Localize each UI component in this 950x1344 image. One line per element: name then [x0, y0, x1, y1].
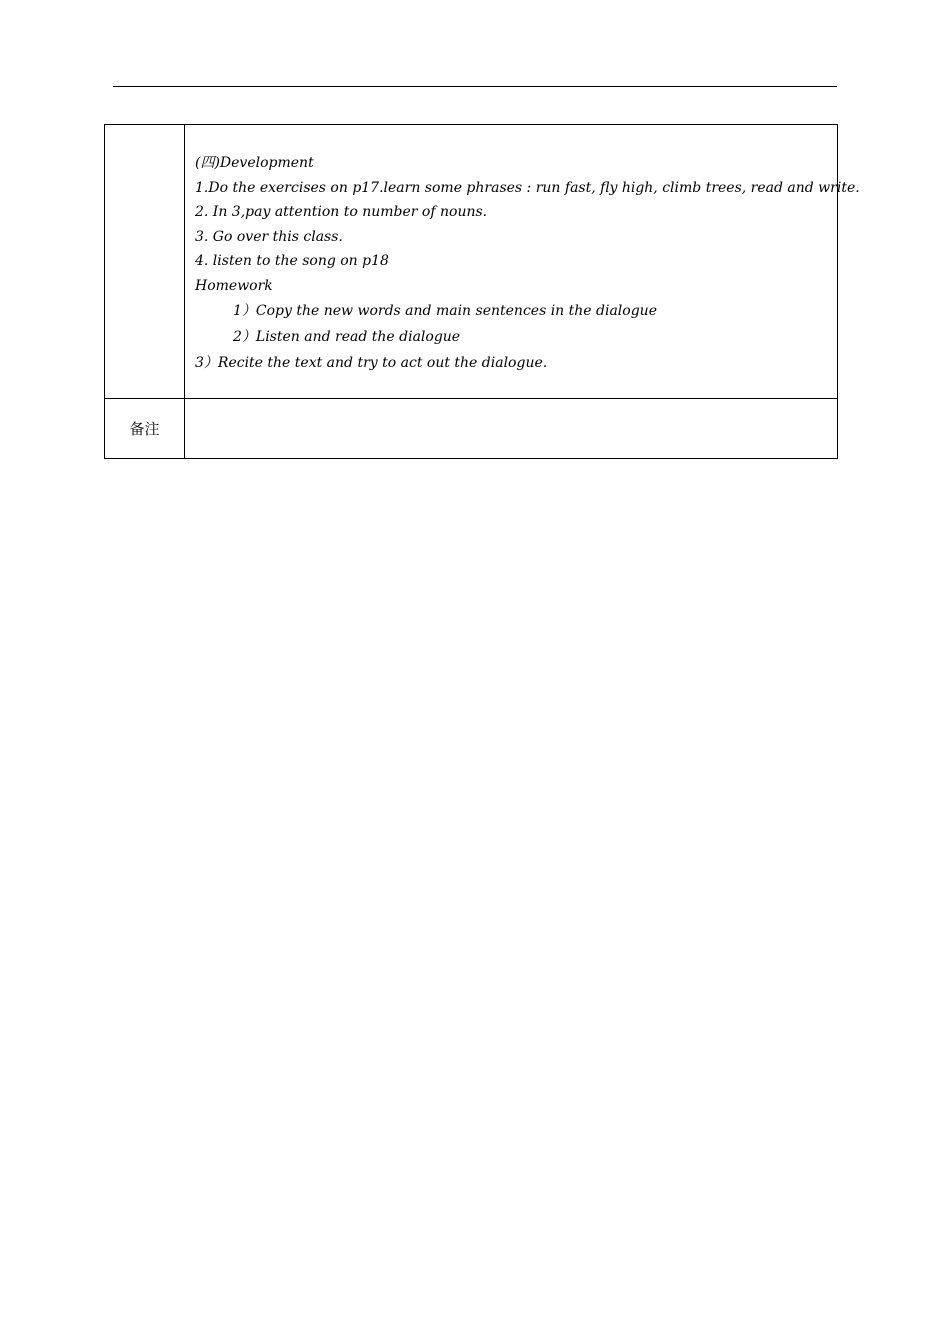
lesson-plan-table	[104, 124, 860, 459]
notes-label: 备注	[105, 399, 185, 459]
header-rule	[113, 86, 837, 87]
step-3: 3. Go over this class.	[195, 228, 343, 245]
step-4: 4. listen to the song on p18	[195, 253, 389, 269]
homework-item-2: 2）Listen and read the dialogue	[233, 329, 461, 345]
development-row	[105, 125, 838, 399]
development-content-cell	[185, 125, 860, 399]
notes-row	[105, 399, 838, 459]
homework-item-3: 3）Recite the text and try to act out the dialogue.	[195, 355, 548, 371]
development-content	[185, 125, 860, 376]
homework-item-1: 1）Copy the new words and main sentences in the dialogue	[233, 303, 657, 319]
development-label-cell	[105, 125, 185, 399]
step-1: 1.Do the exercises on p17.learn some phrases : run fast, fly high, climb trees, read and write.	[195, 179, 860, 196]
section-heading: (四)Development	[195, 155, 314, 171]
notes-content-cell	[185, 399, 838, 459]
homework-heading: Homework	[195, 277, 273, 294]
step-2: 2. In 3,pay attention to number of nouns.	[195, 204, 488, 220]
